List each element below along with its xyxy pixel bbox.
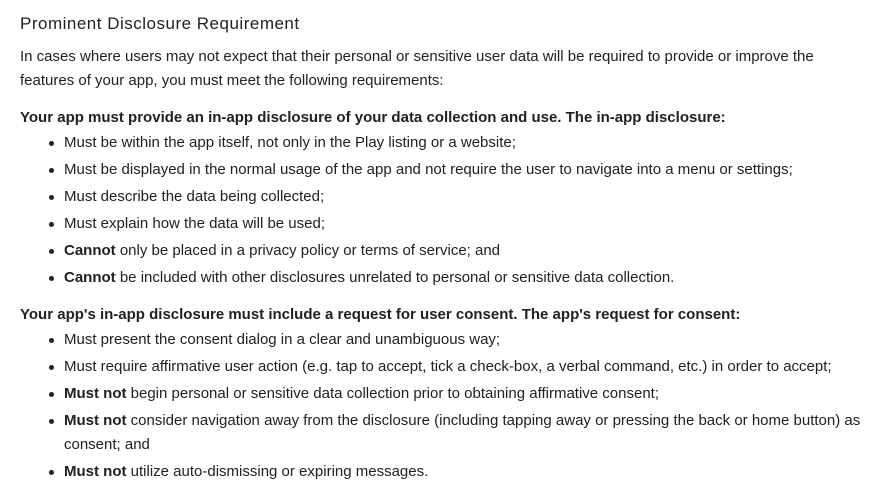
list-item	[20, 382, 867, 406]
list-item-text: Must require affirmative user action (e.g. tap to accept, tick a check-box, a verbal command, etc.) in order to accept;	[64, 358, 832, 375]
list-item-text: only be placed in a privacy policy or terms of service; and	[115, 242, 501, 259]
list-item	[20, 239, 867, 263]
list-item-text: Must be displayed in the normal usage of the app and not require the user to navigate into a menu or settings;	[64, 161, 793, 178]
disclosure-requirements-list	[20, 131, 867, 290]
list-item-emphasis: Cannot	[64, 269, 116, 286]
list-item-text: begin personal or sensitive data collection prior to obtaining affirmative consent;	[126, 385, 660, 402]
list-item	[20, 460, 867, 484]
page-title: Prominent Disclosure Requirement	[20, 14, 300, 33]
list-item	[20, 131, 867, 155]
list-item	[20, 158, 867, 182]
list-item	[20, 212, 867, 236]
list-item	[20, 266, 867, 290]
list-item	[20, 355, 867, 379]
list-item-text: Must explain how the data will be used;	[64, 215, 325, 232]
list-item	[20, 328, 867, 352]
list-item-text: utilize auto-dismissing or expiring messages.	[126, 463, 429, 480]
list-item-text: Must present the consent dialog in a clear and unambiguous way;	[64, 331, 501, 348]
list-item-emphasis: Must not	[64, 463, 127, 480]
list-item	[20, 185, 867, 209]
list-item-emphasis: Must not	[64, 385, 127, 402]
list-item-emphasis: Must not	[64, 412, 127, 429]
section-heading-disclosure: Your app must provide an in-app disclosure of your data collection and use. The in-app disclosure:	[20, 109, 726, 126]
list-item-emphasis: Cannot	[64, 242, 116, 259]
list-item-text: Must describe the data being collected;	[64, 188, 325, 205]
list-item-text: Must be within the app itself, not only in the Play listing or a website;	[64, 134, 516, 151]
consent-requirements-list	[20, 328, 867, 484]
list-item-text: be included with other disclosures unrelated to personal or sensitive data collection.	[115, 269, 675, 286]
list-item	[20, 409, 867, 457]
list-item-text: consider navigation away from the disclosure (including tapping away or pressing the back or home button) as consent; and	[64, 412, 861, 453]
section-heading-consent: Your app's in-app disclosure must include a request for user consent. The app's request for consent:	[20, 306, 741, 323]
intro-paragraph: In cases where users may not expect that their personal or sensitive user data will be required to provide or improve the features of your app, you must meet the following requirements:	[20, 48, 814, 89]
